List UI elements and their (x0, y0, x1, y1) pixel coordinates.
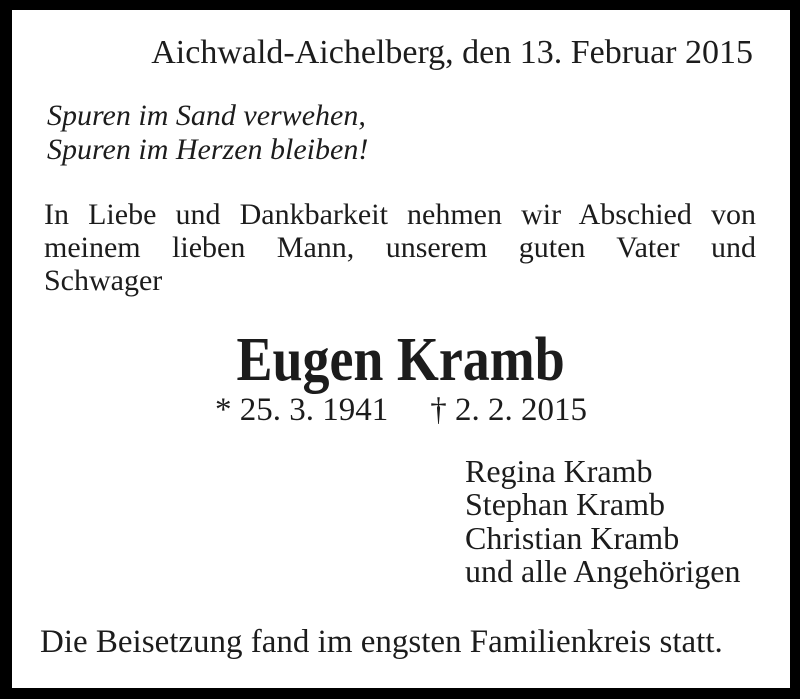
life-dates (12, 391, 790, 429)
epigraph (47, 99, 368, 167)
epigraph-line-1: Spuren im Sand verwehen, (47, 99, 366, 132)
closing-line: Die Beisetzung fand im engsten Familienkreis statt. (40, 624, 723, 660)
deceased-name (12, 327, 790, 393)
death-date: † 2. 2. 2015 (430, 392, 587, 428)
mourner-name-2: Stephan Kramb (465, 486, 665, 523)
deceased-name-text: Eugen Kramb (236, 326, 566, 394)
obituary-sheet (12, 10, 790, 688)
mourner-name-1: Regina Kramb (465, 453, 653, 489)
birth-date: * 25. 3. 1941 (215, 392, 389, 428)
intro-line-2: meinem lieben Mann, unserem guten Vater und (44, 231, 756, 264)
epigraph-line-2: Spuren im Herzen bleiben! (47, 133, 369, 166)
mourner-name-4: und alle Angehörigen (465, 553, 741, 590)
intro-paragraph (44, 198, 756, 297)
dateline: Aichwald-Aichelberg, den 13. Februar 2015 (151, 34, 753, 71)
mourners-list (465, 455, 740, 589)
intro-line-1: In Liebe und Dankbarkeit nehmen wir Abschied von (44, 198, 756, 231)
intro-line-3: Schwager (44, 264, 163, 297)
mourner-name-3: Christian Kramb (465, 519, 680, 556)
